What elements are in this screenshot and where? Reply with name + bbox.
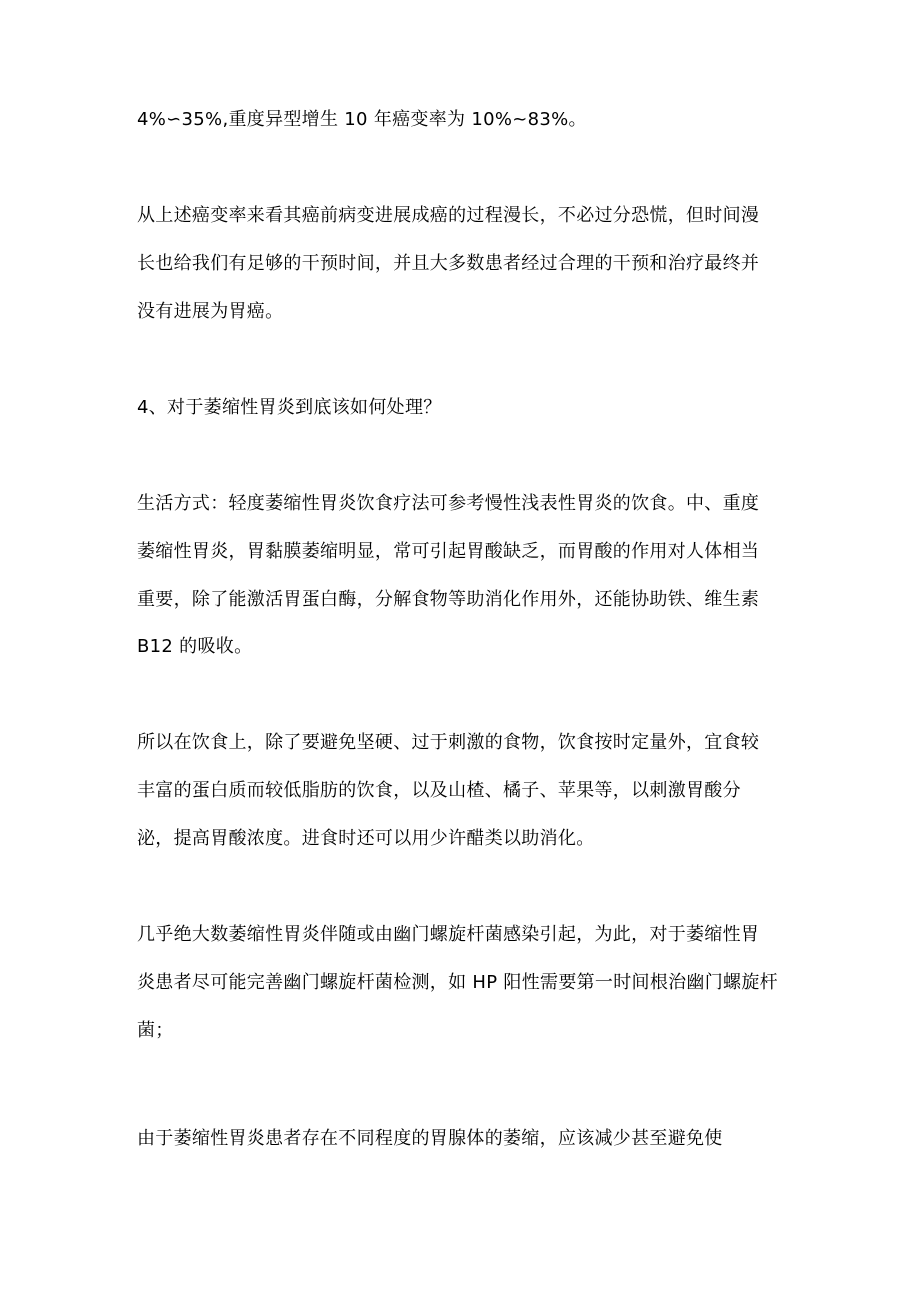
paragraph-6-line-3: 菌；: [137, 1020, 174, 1041]
paragraph-2-line-1: 从上述癌变率来看其癌前病变进展成癌的过程漫长，不必过分恐慌，但时间漫: [137, 205, 760, 226]
paragraph-4-line-3: 重要，除了能激活胃蛋白酶，分解食物等助消化作用外，还能协助铁、维生素: [137, 589, 760, 610]
paragraph-5-line-3: 泌，提高胃酸浓度。进食时还可以用少许醋类以助消化。: [137, 828, 595, 849]
paragraph-2-line-2: 长也给我们有足够的干预时间，并且大多数患者经过合理的干预和治疗最终并: [137, 253, 760, 274]
paragraph-6-line-1: 几乎绝大数萎缩性胃炎伴随或由幽门螺旋杆菌感染引起，为此，对于萎缩性胃: [137, 924, 760, 945]
paragraph-2-line-3: 没有进展为胃癌。: [137, 301, 284, 322]
paragraph-7-line-1: 由于萎缩性胃炎患者存在不同程度的胃腺体的萎缩，应该减少甚至避免使: [137, 1128, 723, 1149]
paragraph-4-line-4: B12 的吸收。: [137, 636, 253, 657]
paragraph-4-line-2: 萎缩性胃炎，胃黏膜萎缩明显，常可引起胃酸缺乏，而胃酸的作用对人体相当: [137, 541, 760, 562]
paragraph-5-line-1: 所以在饮食上，除了要避免坚硬、过于刺激的食物，饮食按时定量外，宜食较: [137, 732, 760, 753]
paragraph-4-line-1: 生活方式：轻度萎缩性胃炎饮食疗法可参考慢性浅表性胃炎的饮食。中、重度: [137, 493, 760, 514]
paragraph-1-line-1: 4%∽35%,重度异型增生 10 年癌变率为 10%~83%。: [137, 109, 587, 130]
section-heading: 4、对于萎缩性胃炎到底该如何处理？: [137, 397, 442, 418]
paragraph-6-line-2: 炎患者尽可能完善幽门螺旋杆菌检测，如 HP 阳性需要第一时间根治幽门螺旋杆: [137, 972, 778, 993]
paragraph-5-line-2: 丰富的蛋白质而较低脂肪的饮食，以及山楂、橘子、苹果等，以刺激胃酸分: [137, 780, 741, 801]
